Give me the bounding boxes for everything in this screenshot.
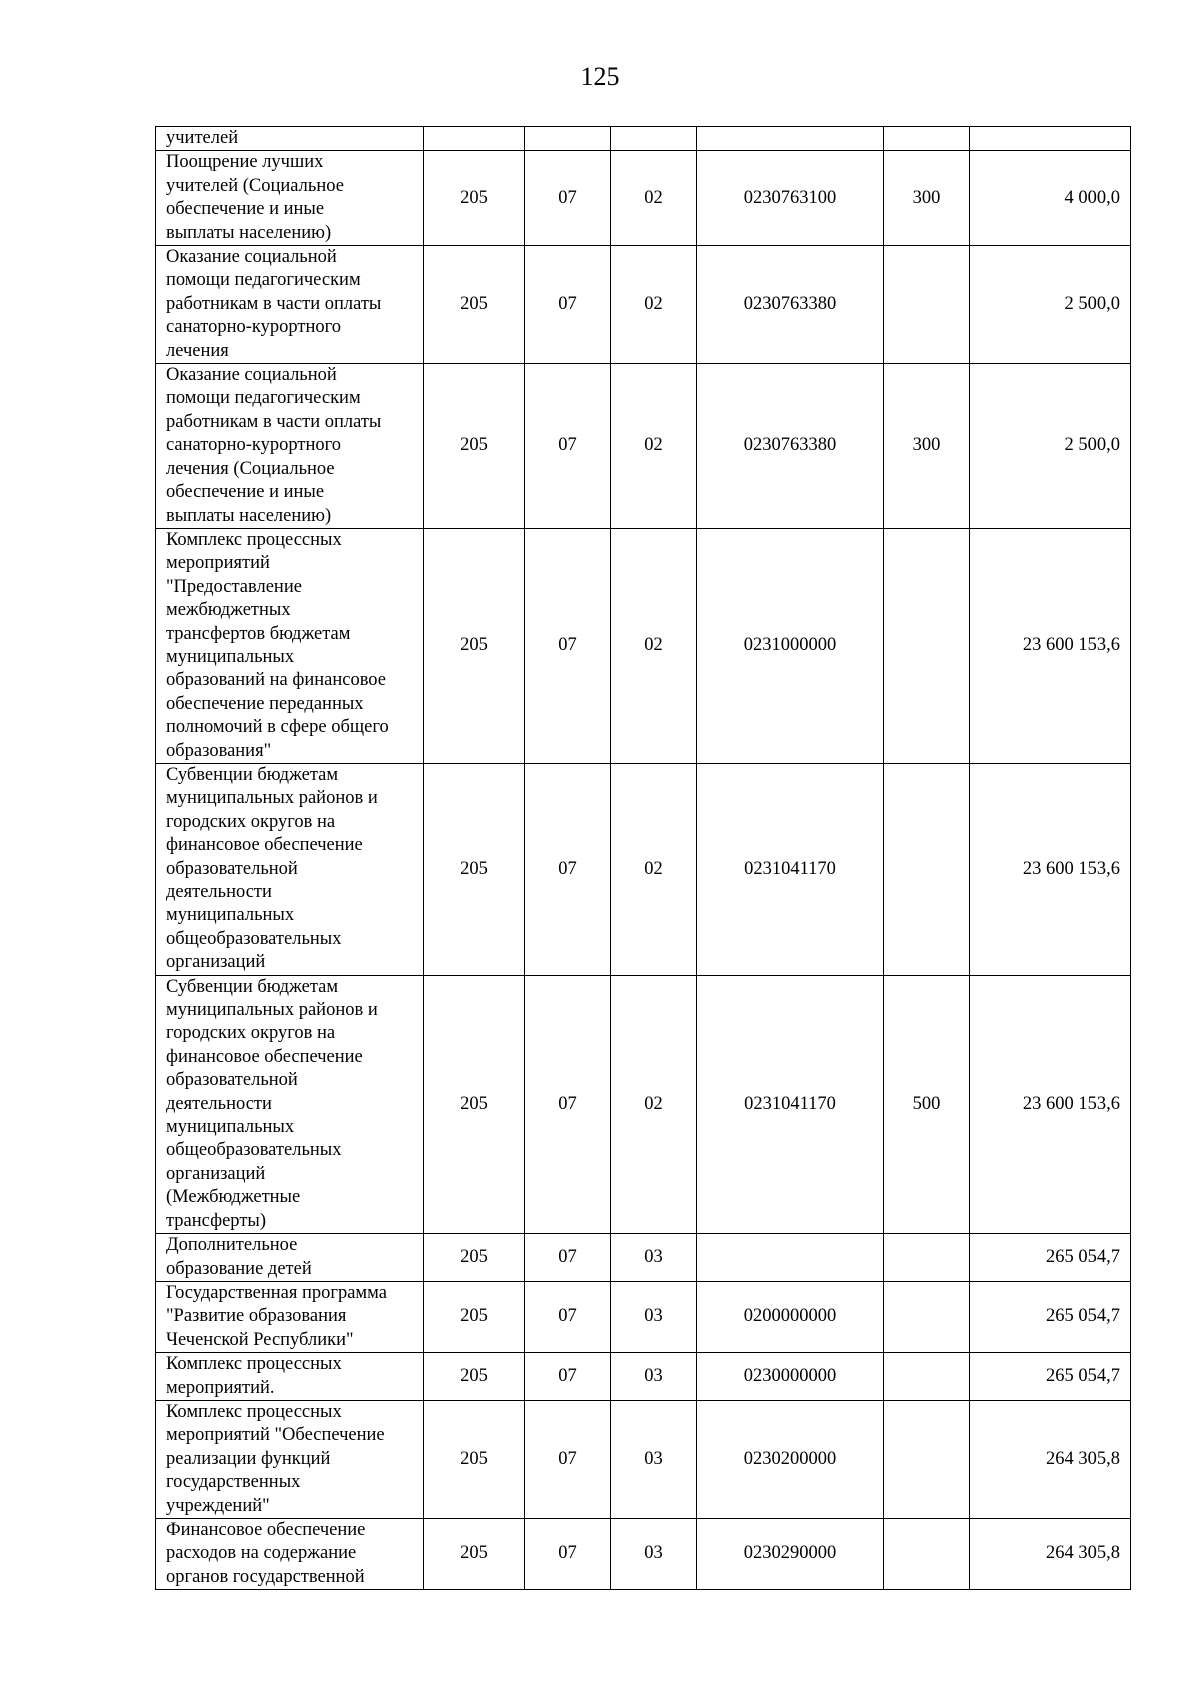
expense-name-line: "Предоставление [166, 576, 302, 597]
expense-name-line: учреждений" [166, 1495, 270, 1516]
expense-name-line: санаторно-курортного [166, 435, 342, 456]
amount-cell: 23 600 153,6 [970, 975, 1131, 1233]
amount-cell: 265 054,7 [970, 1234, 1131, 1282]
expense-name-line: обеспечение и иные [166, 482, 325, 503]
expense-name-line: Субвенции бюджетам [166, 764, 339, 785]
amount-cell: 23 600 153,6 [970, 528, 1131, 763]
expense-name-line: выплаты населению) [166, 222, 332, 243]
expense-name-line: помощи педагогическим [166, 388, 361, 409]
amount-cell: 265 054,7 [970, 1281, 1131, 1352]
expense-type-cell [884, 1518, 970, 1589]
ministry-code-cell [424, 127, 525, 151]
expense-name-line: учителей (Социальное [166, 175, 344, 196]
table-row [156, 1234, 1131, 1282]
expense-name-line: помощи педагогическим [166, 270, 361, 291]
subsection-code-cell: 02 [611, 246, 697, 364]
ministry-code-cell: 205 [424, 1234, 525, 1282]
subsection-code-cell: 02 [611, 151, 697, 246]
target-article-cell [697, 1234, 884, 1282]
target-article-cell: 0231000000 [697, 528, 884, 763]
expense-name-cell [156, 1353, 424, 1401]
section-code-cell [525, 127, 611, 151]
expense-name-line: образование детей [166, 1258, 312, 1279]
table-row [156, 246, 1131, 364]
table-row [156, 763, 1131, 975]
table-row [156, 975, 1131, 1233]
expense-name-line: организаций [166, 952, 266, 973]
budget-table [155, 126, 1131, 1590]
expense-name-line: Финансовое обеспечение [166, 1519, 366, 1540]
section-code-cell: 07 [525, 763, 611, 975]
table-row [156, 1400, 1131, 1518]
ministry-code-cell: 205 [424, 1518, 525, 1589]
expense-name-line: муниципальных [166, 1117, 295, 1138]
target-article-cell: 0230763100 [697, 151, 884, 246]
expense-name-line: Чеченской Республики" [166, 1329, 354, 1350]
subsection-code-cell: 03 [611, 1281, 697, 1352]
expense-name-line: образовательной [166, 858, 298, 879]
expense-name-line: санаторно-курортного [166, 317, 342, 338]
expense-name-line: расходов на содержание [166, 1543, 357, 1564]
expense-name-line: городских округов на [166, 1023, 336, 1044]
section-code-cell: 07 [525, 1518, 611, 1589]
expense-name-line: Комплекс процессных [166, 1354, 342, 1375]
subsection-code-cell [611, 127, 697, 151]
ministry-code-cell: 205 [424, 246, 525, 364]
section-code-cell: 07 [525, 975, 611, 1233]
target-article-cell: 0230290000 [697, 1518, 884, 1589]
expense-name-line: работникам в части оплаты [166, 293, 382, 314]
expense-type-cell [884, 1400, 970, 1518]
expense-name-cell [156, 127, 424, 151]
amount-cell: 2 500,0 [970, 364, 1131, 529]
expense-name-cell [156, 246, 424, 364]
expense-name-line: деятельности [166, 882, 272, 902]
ministry-code-cell: 205 [424, 1400, 525, 1518]
expense-name-line: межбюджетных [166, 600, 291, 621]
section-code-cell: 07 [525, 151, 611, 246]
ministry-code-cell: 205 [424, 975, 525, 1233]
expense-name-line: общеобразовательных [166, 928, 342, 949]
expense-type-cell [884, 528, 970, 763]
expense-name-line: деятельности [166, 1093, 272, 1114]
subsection-code-cell: 02 [611, 975, 697, 1233]
expense-name-cell [156, 763, 424, 975]
expense-name-line: организаций [166, 1163, 266, 1184]
amount-cell [970, 127, 1131, 151]
table-row [156, 1518, 1131, 1589]
expense-name-line: мероприятий [166, 553, 270, 574]
target-article-cell: 0200000000 [697, 1281, 884, 1352]
section-code-cell: 07 [525, 1400, 611, 1518]
expense-name-line: органов государственной [166, 1566, 365, 1587]
section-code-cell: 07 [525, 1353, 611, 1401]
section-code-cell: 07 [525, 364, 611, 529]
expense-type-cell [884, 246, 970, 364]
amount-cell: 265 054,7 [970, 1353, 1131, 1401]
expense-name-line: муниципальных районов и [166, 1000, 378, 1021]
amount-cell: 4 000,0 [970, 151, 1131, 246]
expense-name-line: Комплекс процессных [166, 1401, 342, 1422]
ministry-code-cell: 205 [424, 528, 525, 763]
expense-name-line: Оказание социальной [166, 247, 337, 268]
expense-name-line: Поощрение лучших [166, 152, 324, 173]
expense-name-line: образования" [166, 740, 272, 761]
expense-name-line: лечения [166, 340, 229, 361]
expense-type-cell: 500 [884, 975, 970, 1233]
expense-name-line: Государственная программа [166, 1282, 387, 1303]
expense-name-line: полномочий в сфере общего [166, 717, 389, 738]
amount-cell: 23 600 153,6 [970, 763, 1131, 975]
page-number: 125 [580, 62, 620, 91]
expense-name-line: трансферты) [166, 1210, 266, 1231]
amount-cell: 264 305,8 [970, 1400, 1131, 1518]
expense-name-line: трансфертов бюджетам [166, 623, 351, 644]
expense-name-line: муниципальных районов и [166, 788, 378, 809]
section-code-cell: 07 [525, 1281, 611, 1352]
expense-name-line: лечения (Социальное [166, 458, 335, 479]
expense-name-line: Оказание социальной [166, 365, 337, 386]
table-row [156, 364, 1131, 529]
subsection-code-cell: 02 [611, 528, 697, 763]
ministry-code-cell: 205 [424, 1353, 525, 1401]
expense-name-cell [156, 528, 424, 763]
expense-name-line: (Межбюджетные [166, 1187, 301, 1208]
expense-name-cell [156, 975, 424, 1233]
expense-name-line: обеспечение и иные [166, 199, 325, 220]
expense-name-line: образовательной [166, 1070, 298, 1091]
expense-name-line: обеспечение переданных [166, 693, 364, 714]
amount-cell: 2 500,0 [970, 246, 1131, 364]
target-article-cell: 0231041170 [697, 975, 884, 1233]
ministry-code-cell: 205 [424, 763, 525, 975]
expense-name-line: Субвенции бюджетам [166, 976, 339, 997]
expense-name-line: муниципальных [166, 905, 295, 926]
expense-type-cell [884, 1281, 970, 1352]
section-code-cell: 07 [525, 1234, 611, 1282]
expense-name-line: общеобразовательных [166, 1140, 342, 1161]
expense-name-line: государственных [166, 1472, 301, 1493]
subsection-code-cell: 03 [611, 1518, 697, 1589]
expense-type-cell [884, 127, 970, 151]
expense-name-line: Дополнительное [166, 1235, 298, 1256]
expense-name-line: городских округов на [166, 811, 336, 832]
subsection-code-cell: 03 [611, 1400, 697, 1518]
expense-name-line: финансовое обеспечение [166, 835, 363, 856]
target-article-cell: 0230200000 [697, 1400, 884, 1518]
target-article-cell: 0230763380 [697, 364, 884, 529]
expense-name-line: финансовое обеспечение [166, 1046, 363, 1067]
section-code-cell: 07 [525, 528, 611, 763]
expense-name-line: реализации функций [166, 1448, 331, 1469]
budget-table-body [156, 127, 1131, 1590]
subsection-code-cell: 03 [611, 1234, 697, 1282]
expense-name-cell [156, 364, 424, 529]
expense-name-cell [156, 1518, 424, 1589]
target-article-cell [697, 127, 884, 151]
target-article-cell: 0230763380 [697, 246, 884, 364]
expense-name-line: учителей [166, 128, 239, 148]
ministry-code-cell: 205 [424, 151, 525, 246]
expense-type-cell: 300 [884, 151, 970, 246]
expense-name-line: выплаты населению) [166, 505, 332, 526]
expense-name-line: "Развитие образования [166, 1306, 347, 1327]
amount-cell: 264 305,8 [970, 1518, 1131, 1589]
table-row [156, 528, 1131, 763]
expense-name-cell [156, 151, 424, 246]
expense-name-line: образований на финансовое [166, 670, 386, 691]
expense-type-cell [884, 1353, 970, 1401]
expense-name-line: мероприятий. [166, 1377, 275, 1398]
expense-name-cell [156, 1234, 424, 1282]
expense-name-line: мероприятий "Обеспечение [166, 1425, 385, 1446]
expense-type-cell [884, 1234, 970, 1282]
expense-name-cell [156, 1400, 424, 1518]
table-row [156, 1281, 1131, 1352]
subsection-code-cell: 02 [611, 763, 697, 975]
section-code-cell: 07 [525, 246, 611, 364]
expense-name-line: работникам в части оплаты [166, 411, 382, 432]
expense-type-cell [884, 763, 970, 975]
target-article-cell: 0230000000 [697, 1353, 884, 1401]
expense-name-cell [156, 1281, 424, 1352]
target-article-cell: 0231041170 [697, 763, 884, 975]
ministry-code-cell: 205 [424, 1281, 525, 1352]
ministry-code-cell: 205 [424, 364, 525, 529]
subsection-code-cell: 03 [611, 1353, 697, 1401]
table-row [156, 127, 1131, 151]
subsection-code-cell: 02 [611, 364, 697, 529]
expense-name-line: муниципальных [166, 646, 295, 667]
table-row [156, 1353, 1131, 1401]
expense-name-line: Комплекс процессных [166, 529, 342, 550]
table-row [156, 151, 1131, 246]
expense-type-cell: 300 [884, 364, 970, 529]
